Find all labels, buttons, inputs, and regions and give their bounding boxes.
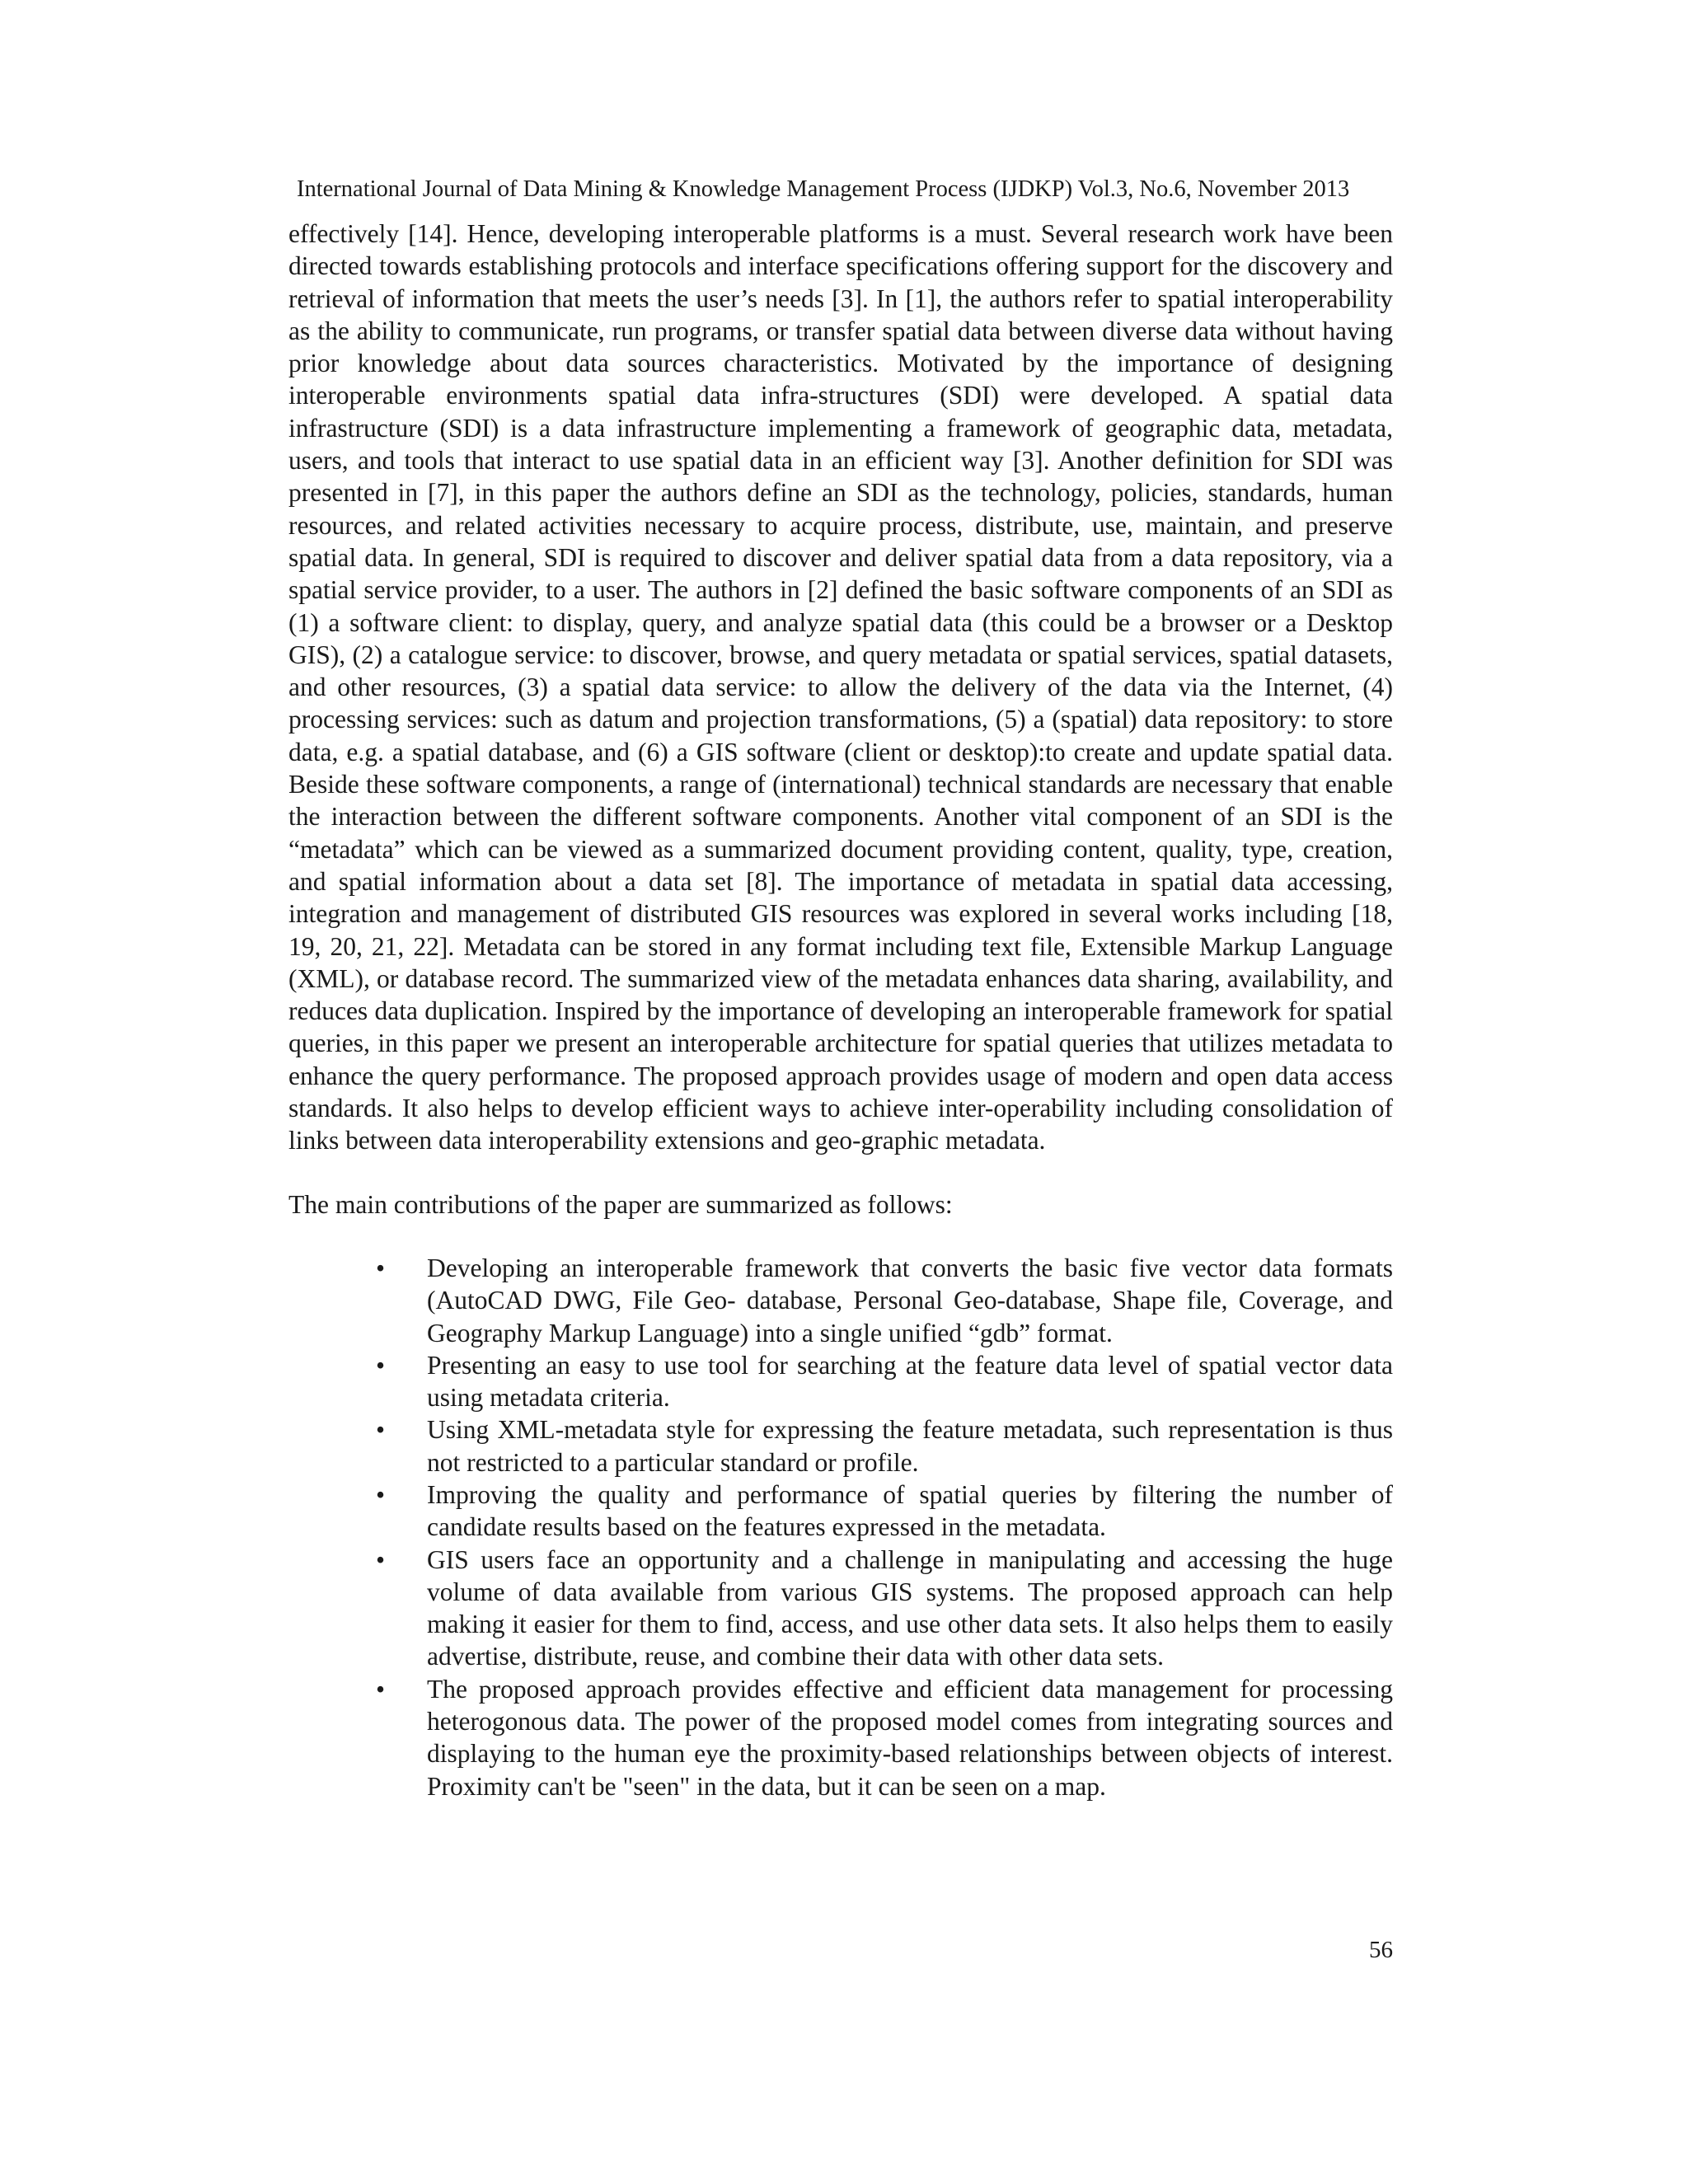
- contribution-item: [376, 1544, 1393, 1673]
- page-number: 56: [1369, 1937, 1393, 1963]
- running-header: International Journal of Data Mining & Knowledge Management Process (IJDKP) Vol.3, No.6, November 2013: [297, 176, 1350, 202]
- bullet-icon: •: [376, 1674, 386, 1704]
- bullet-icon: •: [376, 1350, 386, 1380]
- bullet-icon: •: [376, 1479, 386, 1509]
- contribution-item: [376, 1252, 1393, 1349]
- contribution-item: [376, 1673, 1393, 1802]
- body-paragraph: effectively [14]. Hence, developing interoperable platforms is a must. Several research work have been directed towards establishing protocols and interface specifications offering support for the discovery and retrieval of information that meets the user’s needs [3]. In [1], the authors refer to spatial interoperability as the ability to communicate, run programs, or transfer spatial data between diverse data without having prior knowledge about data sources characteristics. Motivated by the importance of designing interoperable environments spatial data infra-structures (SDI) were developed. A spatial data infrastructure (SDI) is a data infrastructure implementing a framework of geographic data, metadata, users, and tools that interact to use spatial data in an efficient way [3]. Another definition for SDI was presented in [7], in this paper the authors define an SDI as the technology, policies, standards, human resources, and related activities necessary to acquire process, distribute, use, maintain, and preserve spatial data. In general, SDI is required to discover and deliver spatial data from a data repository, via a spatial service provider, to a user. The authors in [2] defined the basic software components of an SDI as (1) a software client: to display, query, and analyze spatial data (this could be a browser or a Desktop GIS), (2) a catalogue service: to discover, browse, and query metadata or spatial services, spatial datasets, and other resources, (3) a spatial data service: to allow the delivery of the data via the Internet, (4) processing services: such as datum and projection transformations, (5) a (spatial) data repository: to store data, e.g. a spatial database, and (6) a GIS software (client or desktop):to create and update spatial data. Beside these software components, a range of (international) technical standards are necessary that enable the interaction between the different software components. Another vital component of an SDI is the “metadata” which can be viewed as a summarized document providing content, quality, type, creation, and spatial information about a data set [8]. The importance of metadata in spatial data accessing, integration and management of distributed GIS resources was explored in several works including [18, 19, 20, 21, 22]. Metadata can be stored in any format including text file, Extensible Markup Language (XML), or database record. The summarized view of the metadata enhances data sharing, availability, and reduces data duplication. Inspired by the importance of developing an interoperable framework for spatial queries, in this paper we present an interoperable architecture for spatial queries that utilizes metadata to enhance the query performance. The proposed approach provides usage of modern and open data access standards. It also helps to develop efficient ways to achieve inter-operability including consolidation of links between data interoperability extensions and geo-graphic metadata.: [288, 219, 1393, 1155]
- body-text: [288, 218, 1393, 1802]
- contribution-text: Using XML-metadata style for expressing the feature metadata, such representation is thus not restricted to a particular standard or profile.: [427, 1415, 1393, 1477]
- contribution-text: The proposed approach provides effective and efficient data management for processing heterogonous data. The power of the proposed model comes from integrating sources and displaying to the human eye the proximity-based relationships between objects of interest. Proximity can't be "seen" in the data, but it can be seen on a map.: [427, 1674, 1393, 1801]
- contributions-list: [288, 1252, 1393, 1802]
- contribution-item: [376, 1349, 1393, 1414]
- contribution-text: GIS users face an opportunity and a challenge in manipulating and accessing the huge volume of data available from various GIS systems. The proposed approach can help making it easier for them to find, access, and use other data sets. It also helps them to easily advertise, distribute, reuse, and combine their data with other data sets.: [427, 1544, 1393, 1671]
- contribution-text: Presenting an easy to use tool for searching at the feature data level of spatial vector data using metadata criteria.: [427, 1350, 1393, 1413]
- contribution-item: [376, 1413, 1393, 1479]
- contributions-intro: The main contributions of the paper are summarized as follows:: [288, 1189, 953, 1219]
- bullet-icon: •: [376, 1544, 386, 1574]
- contribution-text: Improving the quality and performance of spatial queries by filtering the number of candidate results based on the features expressed in the metadata.: [427, 1479, 1393, 1542]
- bullet-icon: •: [376, 1253, 386, 1282]
- paragraph-spacer: [288, 1157, 1393, 1188]
- contribution-item: [376, 1479, 1393, 1544]
- contribution-text: Developing an interoperable framework that converts the basic five vector data formats (AutoCAD DWG, File Geo- database, Personal Geo-database, Shape file, Coverage, and Geography Markup Language) into a single unified “gdb” format.: [427, 1253, 1393, 1347]
- bullet-icon: •: [376, 1415, 386, 1445]
